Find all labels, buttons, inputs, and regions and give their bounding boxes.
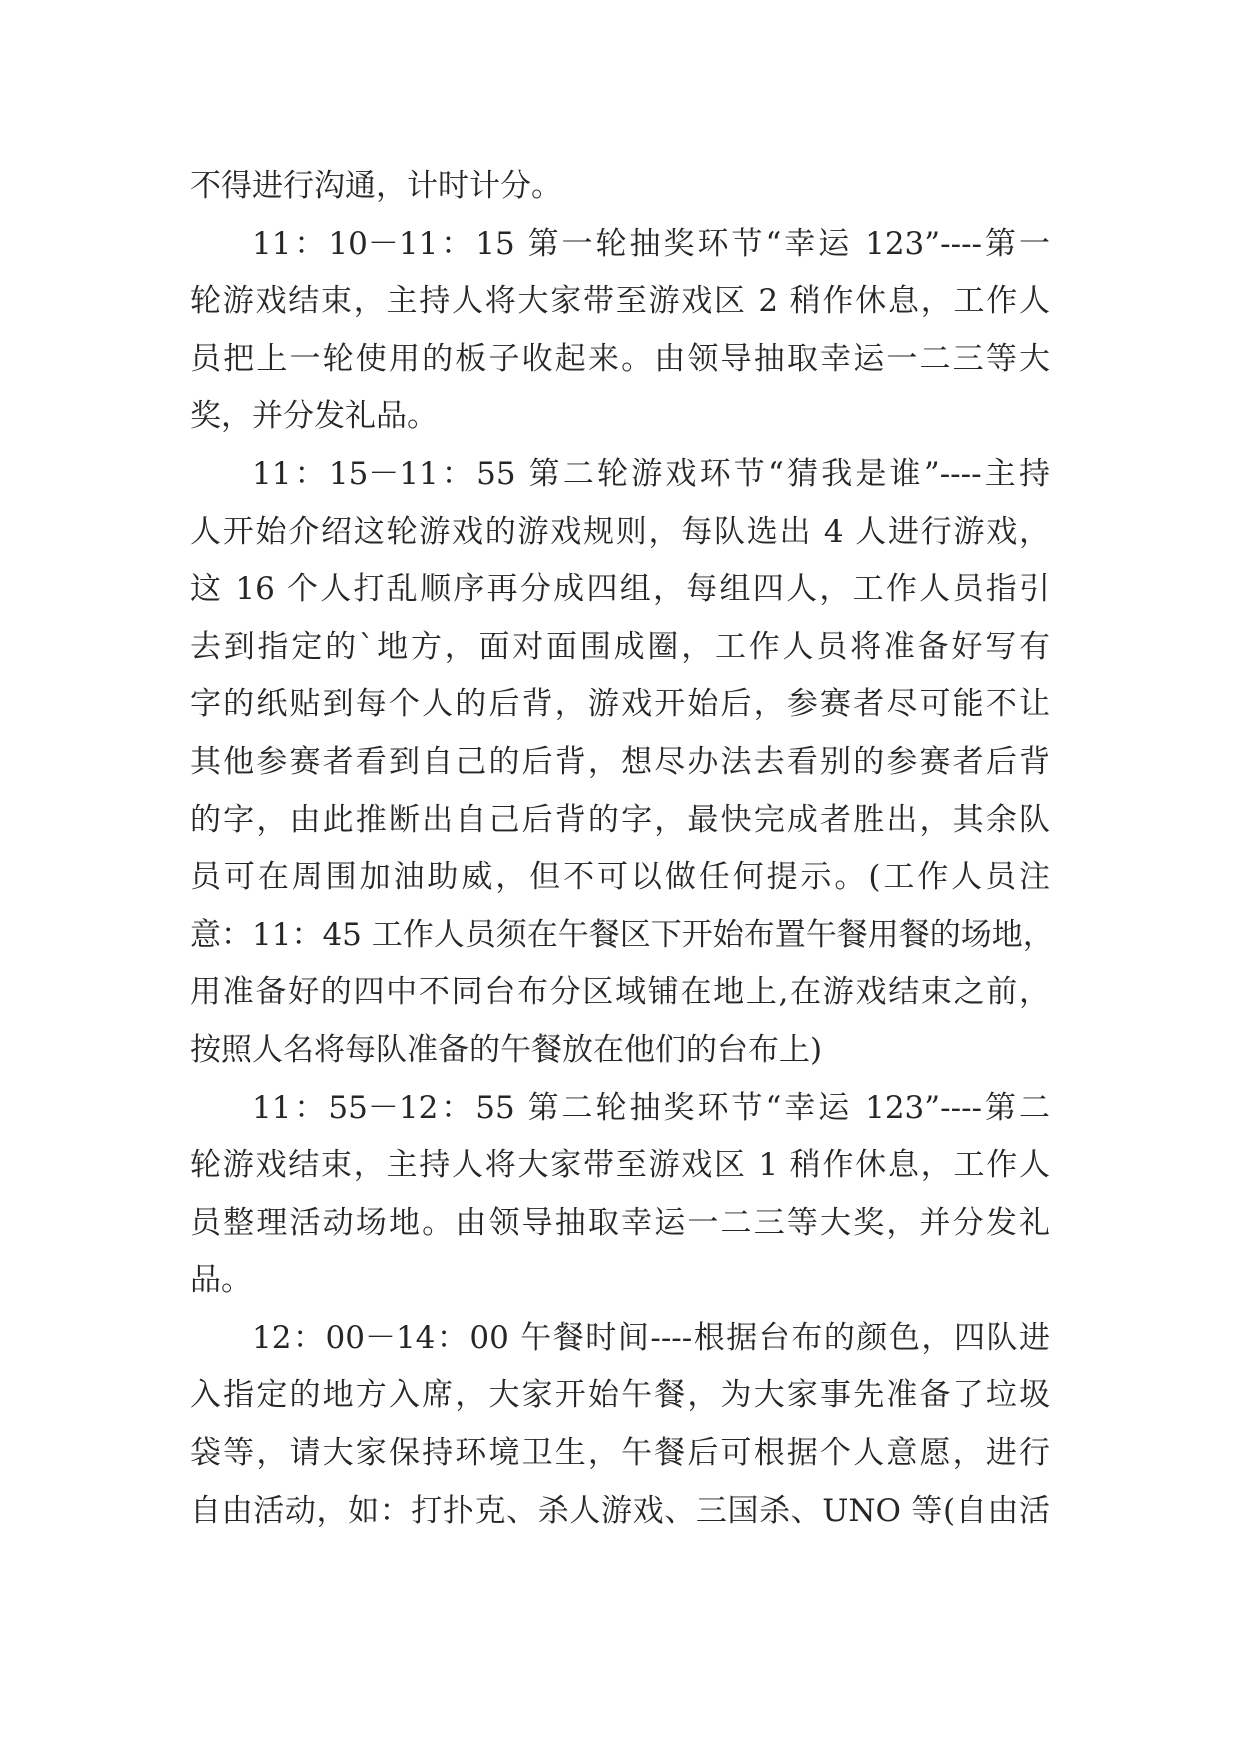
body-text	[190, 158, 1054, 1540]
text-line: 员可在周围加油助威，但不可以做任何提示。(工作人员注	[190, 859, 1050, 896]
text-line: 的字，由此推断出自己后背的字，最快完成者胜出，其余队	[190, 801, 1050, 838]
text-line: 人开始介绍这轮游戏的游戏规则，每队选出 4 人进行游戏，	[190, 513, 1050, 550]
text-line: 这 16 个人打乱顺序再分成四组，每组四人，工作人员指引	[190, 571, 1050, 608]
text-line: 去到指定的`地方，面对面围成圈，工作人员将准备好写有	[190, 628, 1050, 665]
text-line: 入指定的地方入席，大家开始午餐，为大家事先准备了垃圾	[190, 1377, 1050, 1414]
text-line: 品。	[190, 1262, 252, 1299]
text-line: 不得进行沟通，计时计分。	[190, 168, 562, 204]
text-line: 11：15－11：55 第二轮游戏环节“猜我是谁”----主持	[252, 455, 1050, 492]
text-line: 袋等，请大家保持环境卫生，午餐后可根据个人意愿，进行	[190, 1435, 1050, 1472]
text-line: 按照人名将每队准备的午餐放在他们的台布上)	[190, 1031, 823, 1068]
text-line: 意：11：45 工作人员须在午餐区下开始布置午餐用餐的场地，	[190, 916, 1054, 953]
text-line: 轮游戏结束，主持人将大家带至游戏区 2 稍作休息，工作人	[190, 283, 1050, 320]
text-line: 11：10－11：15 第一轮抽奖环节“幸运 123”----第一	[252, 225, 1050, 262]
text-line: 11：55－12：55 第二轮抽奖环节“幸运 123”----第二	[252, 1089, 1050, 1126]
text-line: 员整理活动场地。由领导抽取幸运一二三等大奖，并分发礼	[190, 1204, 1050, 1241]
text-line: 用准备好的四中不同台布分区域铺在地上,在游戏结束之前，	[190, 974, 1050, 1011]
text-line: 员把上一轮使用的板子收起来。由领导抽取幸运一二三等大	[190, 340, 1050, 377]
text-line: 12：00－14：00 午餐时间----根据台布的颜色，四队进	[252, 1319, 1050, 1356]
text-line: 其他参赛者看到自己的后背，想尽办法去看别的参赛者后背	[190, 743, 1050, 780]
text-line: 字的纸贴到每个人的后背，游戏开始后，参赛者尽可能不让	[190, 686, 1050, 723]
text-line: 自由活动，如：打扑克、杀人游戏、三国杀、UNO 等(自由活	[190, 1492, 1050, 1529]
text-line: 轮游戏结束，主持人将大家带至游戏区 1 稍作休息，工作人	[190, 1147, 1050, 1184]
text-line: 奖，并分发礼品。	[190, 398, 438, 435]
